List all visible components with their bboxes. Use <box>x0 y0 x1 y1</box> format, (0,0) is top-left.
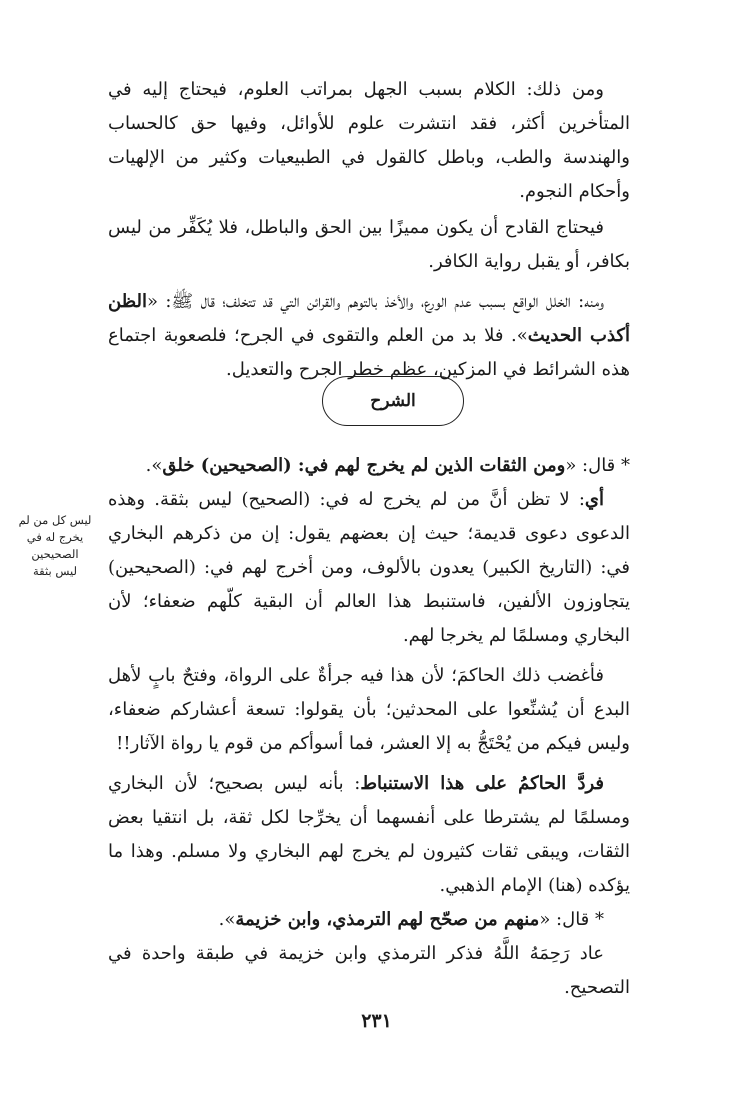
rebuttal-keyword: فردَّ الحاكمُ على هذا الاستنباط <box>360 773 604 794</box>
paragraph-explanation <box>108 483 630 653</box>
section-header-box <box>322 376 464 426</box>
margin-note-line: يخرج له في <box>26 530 84 544</box>
paragraph-text: ومن ذلك: الكلام بسبب الجهل بمراتب العلوم، فيحتاج إليه في المتأخرين أكثر، فقد انتشرت علوم للأوائل، وفيها حق كالحساب والهندسة والطب، وباطل كالقول في الطبيعيات وكثير من الإلهيات وأحكام النجوم. <box>108 79 630 202</box>
paragraph-truth-falsehood <box>108 211 630 279</box>
explanation-keyword: أي <box>584 489 604 510</box>
quote-prefix: * قال: « <box>539 909 604 930</box>
quote-line-tirmidhi <box>108 903 630 937</box>
paragraph-text: عاد رَحِمَهُ اللَّهُ فذكر الترمذي وابن خزيمة في طبقة واحدة في التصحيح. <box>108 943 630 998</box>
paragraph-text: فيحتاج القادح أن يكون مميزًا بين الحق والباطل، فلا يُكَفِّر من ليس بكافر، أو يقبل رواية الكافر. <box>108 217 630 272</box>
quote-suffix: ». <box>218 909 236 930</box>
section-title: الشرح <box>370 391 416 411</box>
page-number: ٢٣١ <box>361 1010 392 1032</box>
paragraph-hakim-anger <box>108 659 630 761</box>
margin-note <box>14 512 96 580</box>
hadith-quote: الظن أكذب الحديث <box>108 291 630 346</box>
upper-text-block <box>108 73 630 387</box>
paragraph-hakim-rebuttal <box>108 767 630 903</box>
quote-line-trustworthy <box>108 449 630 483</box>
paragraph-text: : لا تظن أنَّ من لم يخرج له في: (الصحيح) ليس بثقة. وهذه الدعوى دعوى قديمة؛ حيث إن بعضهم يقول: إن من ذكرهم البخاري في: (التاريخ الكبير) يعدون بالألوف، ومن أخرج لهم في: (الصحيحين) يتجاوزون الألفين، فاستنبط هذا العالم أن البقية كلّهم ضعفاء؛ لأن البخاري ومسلمًا لم يخرجا لهم. <box>108 489 630 646</box>
quote-text: منهم من صحّح لهم الترمذي، وابن خزيمة <box>235 909 540 930</box>
paragraph-piety <box>108 285 630 387</box>
paragraph-final <box>108 937 630 1005</box>
margin-note-line: الصحيحين <box>31 547 79 561</box>
paragraph-text: ». فلا بد من العلم والتقوى في الجرح؛ فلصعوبة اجتماع هذه الشرائط في المزكين، عظم خطر الجرح والتعديل. <box>108 325 630 380</box>
paragraph-text: : بأنه ليس بصحيح؛ لأن البخاري ومسلمًا لم يشترطا على أنفسهما أن يخرِّجا لكل ثقة، بل انتقيا بعض الثقات، ويبقى ثقات كثيرون لم يخرج لهم البخاري ولا مسلم. وهذا ما يؤكده (هنا) الإمام الذهبي. <box>108 773 630 896</box>
quote-prefix: * قال: « <box>565 455 630 476</box>
margin-note-line: ليس كل من لم <box>18 513 92 527</box>
paragraph-text: ومنه: الخلل الواقع بسبب عدم الورع، والأخذ بالتوهم والقرائن التي قد تتخلف؛ قال ﷺ: « <box>146 291 604 312</box>
margin-note-line: ليس بثقة <box>33 564 77 578</box>
lower-text-block <box>108 449 630 1005</box>
paragraph-text: فأغضب ذلك الحاكمَ؛ لأن هذا فيه جرأةٌ على الرواة، وفتحٌ بابٍ لأهل البدع أن يُشنِّعوا على المحدثين؛ بأن يقولوا: تسعة أعشاركم ضعفاء، وليس فيكم من يُحْتَجُّ به إلا العشر، فما أسوأكم من قوم يا رواة الآثار!! <box>108 665 630 754</box>
quote-suffix: ». <box>145 455 163 476</box>
quote-text: ومن الثقات الذين لم يخرج لهم في: (الصحيحين) خلق <box>162 455 566 476</box>
paragraph-knowledge-ranks <box>108 73 630 209</box>
